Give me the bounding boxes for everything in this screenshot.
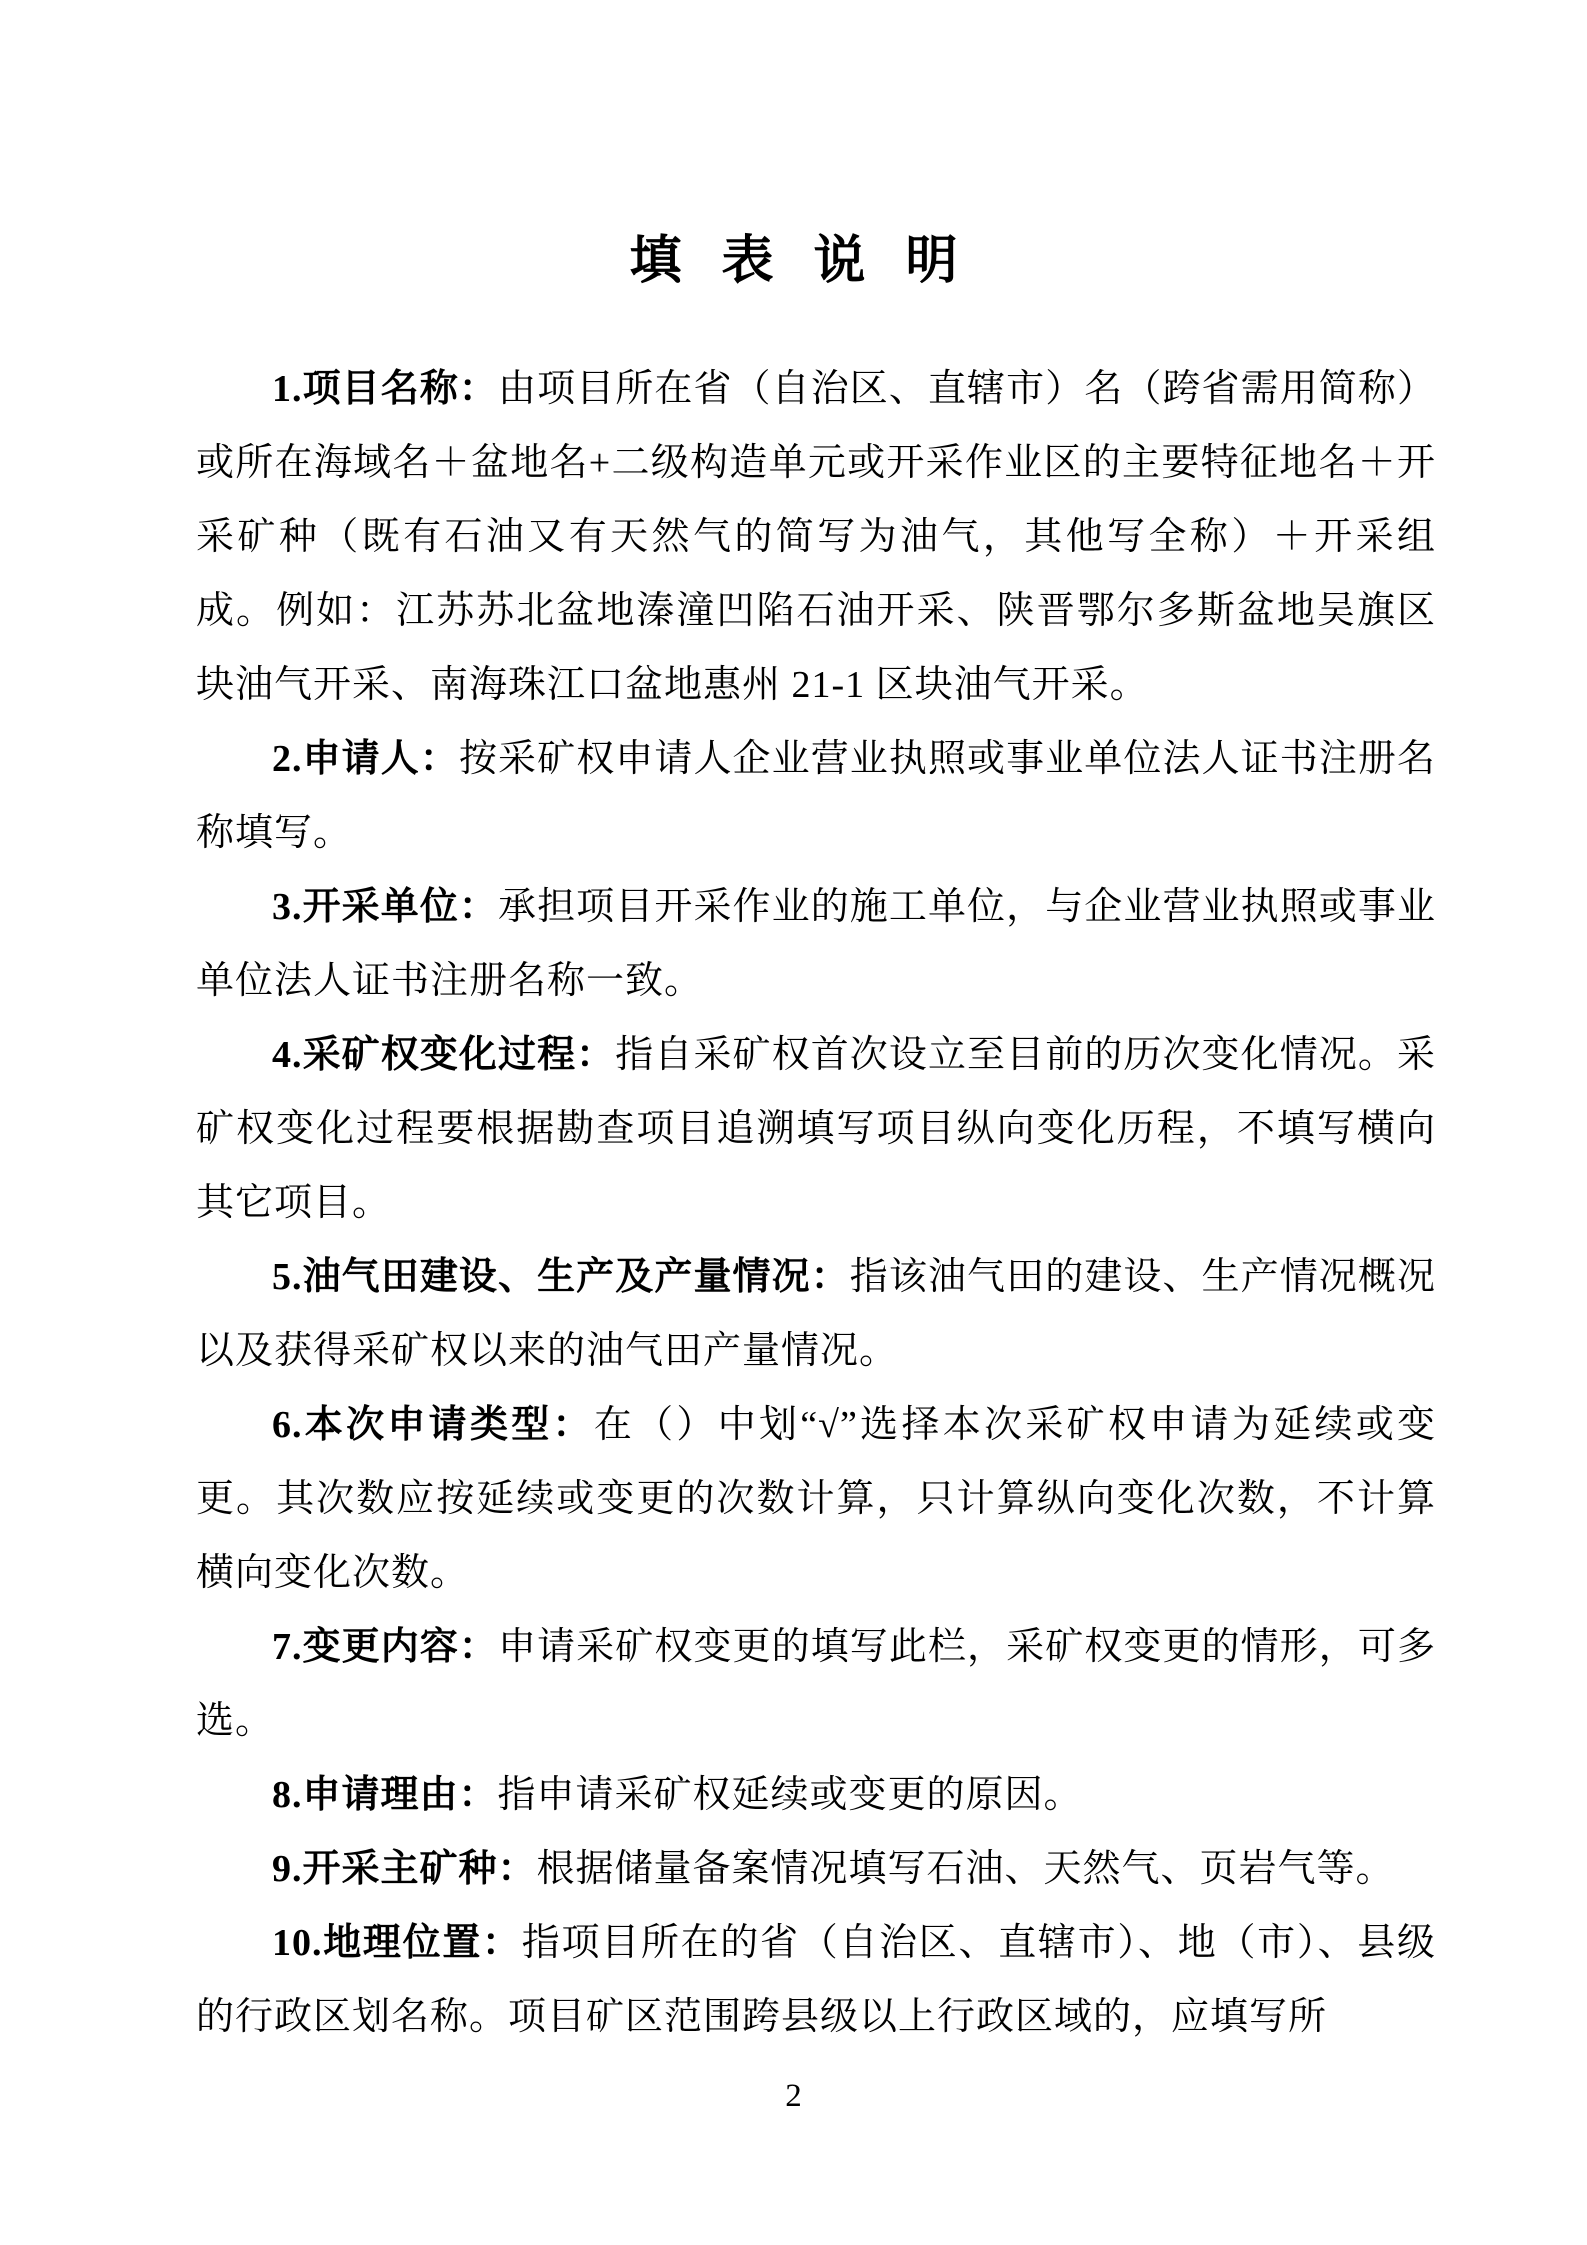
- instruction-text-8: 指申请采矿权延续或变更的原因。: [497, 1774, 1083, 1816]
- instruction-label-7: 7.变更内容：: [272, 1626, 499, 1668]
- instruction-label-9: 9.开采主矿种：: [272, 1848, 537, 1890]
- instruction-text-2: 按采矿权申请人企业营业执照或事业单位法人证书注册名称填写。: [196, 738, 1436, 854]
- instruction-label-2: 2.申请人：: [272, 738, 459, 780]
- instruction-item-6: [196, 1388, 1436, 1610]
- instruction-label-5: 5.油气田建设、生产及产量情况：: [272, 1256, 850, 1298]
- instruction-text-10: 指项目所在的省（自治区、直辖市）、地（市）、县级的行政区划名称。项目矿区范围跨县级以上行政区域的，应填写所: [196, 1922, 1436, 2038]
- page-number: 2: [785, 2078, 802, 2114]
- instruction-item-5: [196, 1240, 1436, 1388]
- instruction-item-9: [196, 1832, 1436, 1906]
- instruction-item-1: [196, 352, 1436, 722]
- instruction-item-8: [196, 1758, 1436, 1832]
- instruction-item-4: [196, 1018, 1436, 1240]
- instruction-text-3: 承担项目开采作业的施工单位，与企业营业执照或事业单位法人证书注册名称一致。: [196, 886, 1436, 1002]
- instruction-text-9: 根据储量备案情况填写石油、天然气、页岩气等。: [536, 1848, 1395, 1890]
- instruction-label-8: 8.申请理由：: [272, 1774, 498, 1816]
- instruction-item-3: [196, 870, 1436, 1018]
- page-title: 填表说明: [629, 231, 998, 290]
- instruction-item-2: [196, 722, 1436, 870]
- instruction-label-3: 3.开采单位：: [272, 886, 499, 928]
- instruction-item-7: [196, 1610, 1436, 1758]
- instructions-section: [196, 352, 1436, 2054]
- instruction-text-6: 在（）中划“√”选择本次采矿权申请为延续或变更。其次数应按延续或变更的次数计算，只计算纵向变化次数，不计算横向变化次数。: [196, 1404, 1436, 1594]
- instruction-label-1: 1.项目名称：: [272, 368, 499, 410]
- instruction-label-4: 4.采矿权变化过程：: [272, 1034, 616, 1076]
- instruction-label-10: 10.地理位置：: [272, 1922, 522, 1964]
- instruction-text-5: 指该油气田的建设、生产情况概况以及获得采矿权以来的油气田产量情况。: [196, 1256, 1436, 1372]
- instruction-text-4: 指自采矿权首次设立至目前的历次变化情况。采矿权变化过程要根据勘查项目追溯填写项目纵向变化历程，不填写横向其它项目。: [196, 1034, 1436, 1224]
- instruction-label-6: 6.本次申请类型：: [272, 1404, 594, 1446]
- instruction-text-1: 由项目所在省（自治区、直辖市）名（跨省需用简称）或所在海域名＋盆地名+二级构造单元或开采作业区的主要特征地名＋开采矿种（既有石油又有天然气的简写为油气，其他写全称）＋开采组成。例如：江苏苏北盆地溱潼凹陷石油开采、陕晋鄂尔多斯盆地吴旗区块油气开采、南海珠江口盆地惠州 21-1 区块油气开采。: [196, 368, 1436, 706]
- instruction-item-10: [196, 1906, 1436, 2054]
- instruction-text-7: 申请采矿权变更的填写此栏，采矿权变更的情形，可多选。: [196, 1626, 1436, 1742]
